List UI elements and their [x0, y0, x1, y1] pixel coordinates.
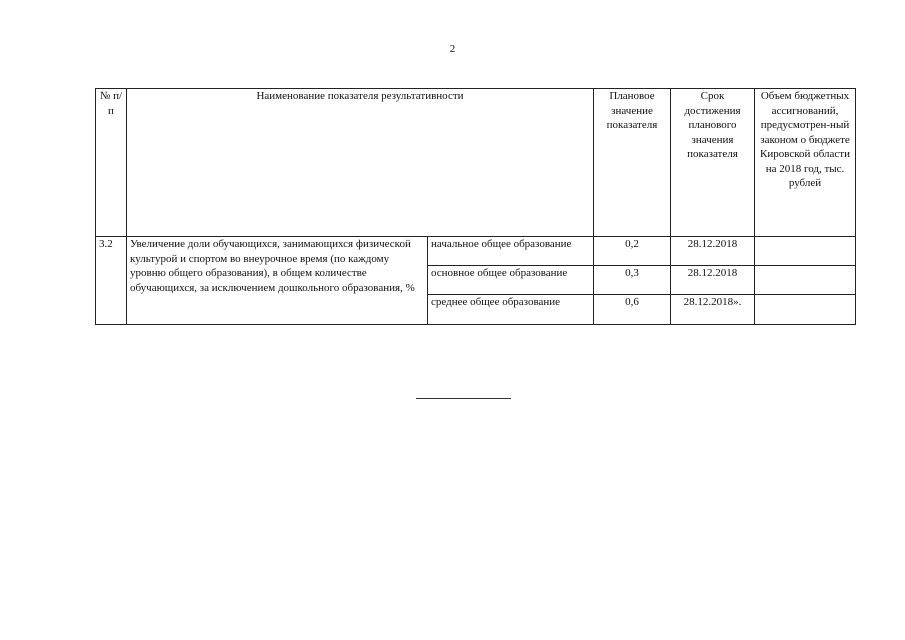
header-plan: Плановое значение показателя — [594, 89, 671, 237]
indicators-table — [95, 88, 856, 325]
budget-value — [755, 295, 856, 325]
plan-value: 0,2 — [594, 237, 671, 266]
indicator-name: Увеличение доли обучающихся, занимающихся физической культурой и спортом во внеурочное время (по каждому уровню общего образования), в общем количестве обучающихся, за исключением дошкольного образования, % — [127, 237, 428, 325]
target-date: 28.12.2018». — [671, 295, 755, 325]
plan-value: 0,6 — [594, 295, 671, 325]
closing-rule-line — [416, 398, 511, 399]
header-budget: Объем бюджетных ассигнований, предусмотрен-ный законом о бюджете Кировской области на 2018 год, тыс. рублей — [755, 89, 856, 237]
budget-value — [755, 237, 856, 266]
level-label: среднее общее образование — [428, 295, 594, 325]
page-number: 2 — [449, 43, 456, 55]
target-date: 28.12.2018 — [671, 237, 755, 266]
level-label: основное общее образование — [428, 266, 594, 295]
table-header-row — [96, 89, 856, 237]
row-number: 3.2 — [96, 237, 127, 325]
plan-value: 0,3 — [594, 266, 671, 295]
header-name: Наименование показателя результативности — [127, 89, 594, 237]
table-row — [96, 237, 856, 266]
budget-value — [755, 266, 856, 295]
header-date: Срок достижения планового значения показателя — [671, 89, 755, 237]
level-label: начальное общее образование — [428, 237, 594, 266]
target-date: 28.12.2018 — [671, 266, 755, 295]
header-num: № п/п — [96, 89, 127, 237]
